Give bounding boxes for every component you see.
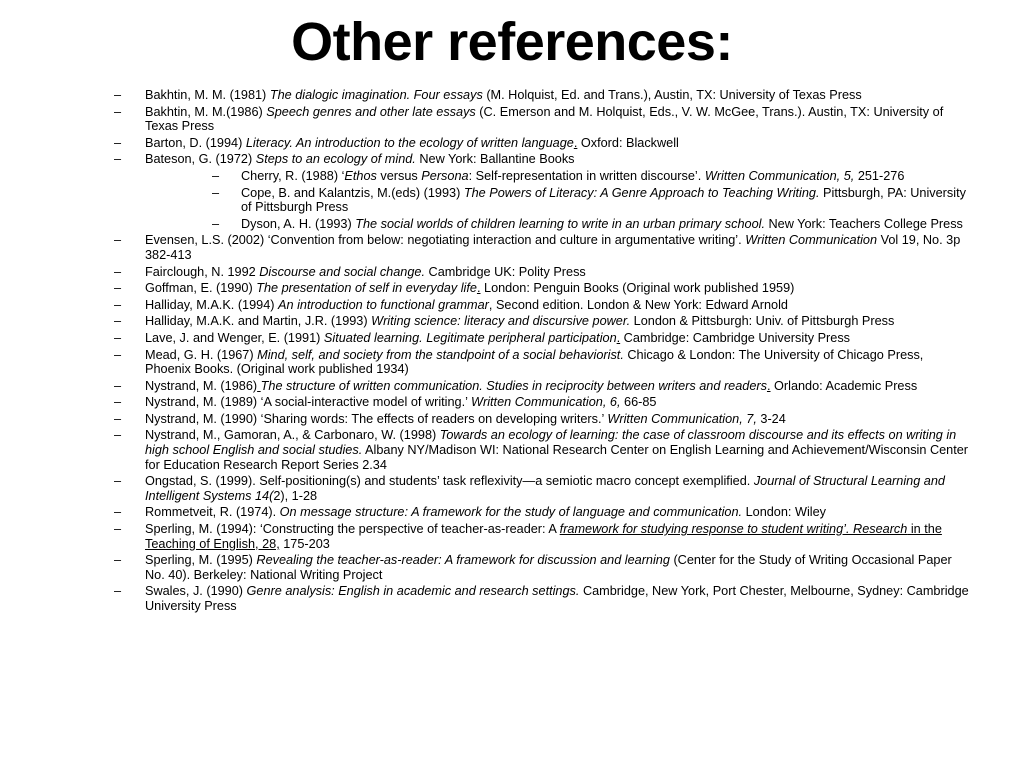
reference-title-text: Persona bbox=[421, 168, 469, 183]
bullet-dash: – bbox=[114, 330, 122, 345]
reference-title-text: Ethos bbox=[344, 168, 377, 183]
reference-title-text: The dialogic imagination. Four essays bbox=[269, 88, 483, 102]
reference-text: Ongstad, S. (1999). Self-positioning(s) and students’ task reflexivity—a semiotic macro concept exemplified. bbox=[145, 474, 754, 489]
reference-text: in the Teaching of English, 28, bbox=[145, 522, 942, 551]
bullet-dash: – bbox=[212, 185, 220, 200]
reference-item bbox=[112, 428, 970, 472]
reference-text: Sperling, M. (1995) bbox=[145, 553, 257, 568]
reference-text: Cope, B. and Kalantzis, M.(eds) (1993) bbox=[241, 185, 464, 200]
reference-text: Nystrand, M. (1990) ‘Sharing words: The effects of readers on developing writers.’ bbox=[145, 411, 608, 426]
bullet-dash: – bbox=[114, 297, 122, 312]
reference-title-text: An introduction to functional grammar bbox=[278, 297, 489, 312]
reference-title-text: The structure of written communication. Studies in reciprocity between writers and readers bbox=[260, 378, 767, 393]
bullet-dash: – bbox=[114, 411, 122, 426]
reference-text: Halliday, M.A.K. and Martin, J.R. (1993) bbox=[145, 314, 372, 329]
reference-text: Goffman, E. (1990) bbox=[145, 281, 257, 296]
reference-text: (Center for the Study of Writing Occasional Paper No. 40). Berkeley: National Writing Project bbox=[145, 553, 952, 582]
bullet-dash: – bbox=[114, 505, 122, 520]
bullet-dash: – bbox=[114, 395, 122, 410]
reference-item bbox=[112, 379, 970, 394]
reference-text: New York: Ballantine Books bbox=[415, 152, 575, 167]
reference-text: Nystrand, M. (1986) bbox=[145, 378, 258, 393]
reference-text: . bbox=[616, 330, 621, 345]
reference-text: Bakhtin, M. M.(1986) bbox=[145, 104, 267, 119]
reference-item bbox=[112, 265, 970, 280]
reference-text: (C. Emerson and M. Holquist, Eds., V. W. McGee, Trans.). Austin, TX: University of Texas Press bbox=[145, 104, 944, 134]
reference-item bbox=[112, 136, 970, 151]
bullet-dash: – bbox=[114, 104, 122, 119]
reference-text: Chicago & London: The University of Chicago Press, Phoenix Books. (Original work published 1934) bbox=[145, 347, 924, 377]
sub-reference-item bbox=[112, 217, 970, 232]
reference-text: Vol 19, No. 3p 382-413 bbox=[145, 233, 961, 262]
reference-item bbox=[112, 522, 970, 551]
reference-text: 3-24 bbox=[756, 411, 786, 426]
reference-text: Mead, G. H. (1967) bbox=[145, 347, 258, 362]
bullet-dash: – bbox=[114, 281, 122, 296]
reference-item bbox=[112, 505, 970, 520]
reference-text: Evensen, L.S. (2002) ‘Convention from below: negotiating interaction and culture in argumentative writing’. bbox=[145, 233, 746, 248]
reference-item bbox=[112, 233, 970, 262]
reference-text: Cambridge, New York, Port Chester, Melbourne, Sydney: Cambridge University Press bbox=[145, 584, 969, 613]
reference-item bbox=[112, 553, 970, 582]
reference-item bbox=[112, 584, 970, 613]
reference-text: 66-85 bbox=[620, 395, 657, 410]
reference-text: Fairclough, N. 1992 bbox=[145, 264, 260, 279]
reference-text: Sperling, M. (1994): ‘Constructing the perspective of teacher-as-reader: A bbox=[145, 522, 560, 537]
bullet-dash: – bbox=[114, 152, 122, 167]
reference-title-text: Revealing the teacher-as-reader: A framework for discussion and learning bbox=[256, 553, 670, 568]
reference-title-text: Discourse and social change. bbox=[259, 264, 425, 279]
reference-text: 2), 1-28 bbox=[273, 488, 318, 503]
reference-text: Swales, J. (1990) bbox=[145, 584, 247, 599]
reference-text: (M. Holquist, Ed. and Trans.), Austin, TX: University of Texas Press bbox=[482, 88, 862, 102]
reference-text: versus bbox=[376, 168, 422, 183]
reference-text: Dyson, A. H. (1993) bbox=[241, 216, 356, 231]
bullet-dash: – bbox=[114, 522, 122, 537]
reference-text: Barton, D. (1994) bbox=[145, 135, 246, 150]
reference-title-text: Written Communication, 5, bbox=[704, 168, 855, 183]
reference-item bbox=[112, 88, 970, 103]
reference-text: New York: Teachers College Press bbox=[764, 216, 963, 231]
reference-title-text: On message structure: A framework for the study of language and communication. bbox=[279, 505, 743, 520]
reference-item bbox=[112, 281, 970, 296]
reference-text: Orlando: Academic Press bbox=[770, 378, 918, 393]
reference-text: Pittsburgh, PA: University of Pittsburgh Press bbox=[241, 185, 966, 215]
reference-text: Rommetveit, R. (1974). bbox=[145, 505, 280, 520]
bullet-dash: – bbox=[114, 553, 122, 568]
reference-title-text: Situated learning. Legitimate peripheral participation bbox=[323, 330, 617, 345]
reference-item bbox=[112, 298, 970, 313]
reference-text: . bbox=[766, 378, 771, 393]
bullet-dash: – bbox=[114, 314, 122, 329]
reference-text: , Second edition. London & New York: Edward Arnold bbox=[488, 297, 788, 312]
bullet-dash: – bbox=[114, 135, 122, 150]
reference-title-text: Speech genres and other late essays bbox=[266, 104, 476, 119]
reference-title-text: The presentation of self in everyday life bbox=[256, 281, 477, 296]
bullet-dash: – bbox=[114, 264, 122, 279]
bullet-dash: – bbox=[114, 378, 122, 393]
reference-title-text: The Powers of Literacy: A Genre Approach to Teaching Writing. bbox=[463, 185, 820, 200]
reference-title-text: Written Communication, 7, bbox=[607, 411, 757, 426]
reference-text: Cherry, R. (1988) ‘ bbox=[241, 168, 345, 183]
reference-list bbox=[112, 88, 970, 616]
bullet-dash: – bbox=[212, 168, 220, 183]
reference-item bbox=[112, 348, 970, 377]
bullet-dash: – bbox=[114, 347, 122, 362]
reference-title-text: Written Communication, 6, bbox=[471, 395, 621, 410]
reference-item bbox=[112, 474, 970, 503]
reference-title-text: Towards an ecology of learning: the case of classroom discourse and its effects on writing in high school English and social studies. bbox=[145, 428, 957, 458]
reference-title-text: Mind, self, and society from the standpoint of a social behaviorist. bbox=[257, 347, 624, 362]
reference-text: Albany NY/Madison WI: National Research Center on English Learning and Achievement/Wisconsin Center for Education Research Report Series 2.34 bbox=[145, 443, 969, 472]
reference-text: Cambridge: Cambridge University Press bbox=[620, 330, 851, 345]
reference-text: : Self-representation in written discourse’. bbox=[468, 168, 705, 183]
bullet-dash: – bbox=[114, 428, 122, 443]
bullet-dash: – bbox=[212, 216, 220, 231]
reference-item bbox=[112, 105, 970, 134]
reference-item bbox=[112, 395, 970, 410]
reference-text: Nystrand, M., Gamoran, A., & Carbonaro, W. (1998) bbox=[145, 428, 440, 443]
reference-text: Halliday, M.A.K. (1994) bbox=[145, 297, 279, 312]
reference-title-text: Literacy. An introduction to the ecology of written language bbox=[245, 135, 574, 150]
reference-text: 175-203 bbox=[279, 536, 330, 551]
bullet-dash: – bbox=[114, 474, 122, 489]
reference-item bbox=[112, 314, 970, 329]
reference-text: Bakhtin, M. M. (1981) bbox=[145, 88, 270, 102]
bullet-dash: – bbox=[114, 584, 122, 599]
sub-reference-item bbox=[112, 169, 970, 184]
reference-text: 251-276 bbox=[854, 168, 905, 183]
reference-title-text: Genre analysis: English in academic and research settings. bbox=[246, 584, 580, 599]
reference-title-text: The social worlds of children learning to write in an urban primary school. bbox=[355, 216, 765, 231]
reference-title-text: Writing science: literacy and discursive power. bbox=[371, 314, 631, 329]
bullet-dash: – bbox=[114, 233, 122, 248]
reference-title-text: Written Communication bbox=[745, 233, 878, 248]
reference-text: . bbox=[476, 281, 481, 296]
reference-text: Cambridge UK: Polity Press bbox=[425, 264, 586, 279]
reference-text: Lave, J. and Wenger, E. (1991) bbox=[145, 330, 324, 345]
reference-item bbox=[112, 152, 970, 167]
reference-title-text: Steps to an ecology of mind. bbox=[255, 152, 416, 167]
reference-text: . bbox=[573, 135, 578, 150]
reference-title-text: Journal of Structural Learning and Intelligent Systems 14( bbox=[145, 474, 945, 503]
reference-item bbox=[112, 331, 970, 346]
bullet-dash: – bbox=[114, 88, 122, 102]
reference-item bbox=[112, 412, 970, 427]
reference-text: London & Pittsburgh: Univ. of Pittsburgh Press bbox=[630, 314, 895, 329]
slide-title: Other references: bbox=[291, 12, 733, 72]
reference-text: London: Penguin Books (Original work published 1959) bbox=[480, 281, 795, 296]
reference-text: Nystrand, M. (1989) ‘A social-interactive model of writing.’ bbox=[145, 395, 472, 410]
reference-text: London: Wiley bbox=[742, 505, 826, 520]
reference-text: Oxford: Blackwell bbox=[577, 135, 679, 150]
reference-title-text: framework for studying response to student writing’. Research bbox=[559, 522, 908, 537]
reference-text: Bateson, G. (1972) bbox=[145, 152, 256, 167]
sub-reference-item bbox=[112, 186, 970, 215]
